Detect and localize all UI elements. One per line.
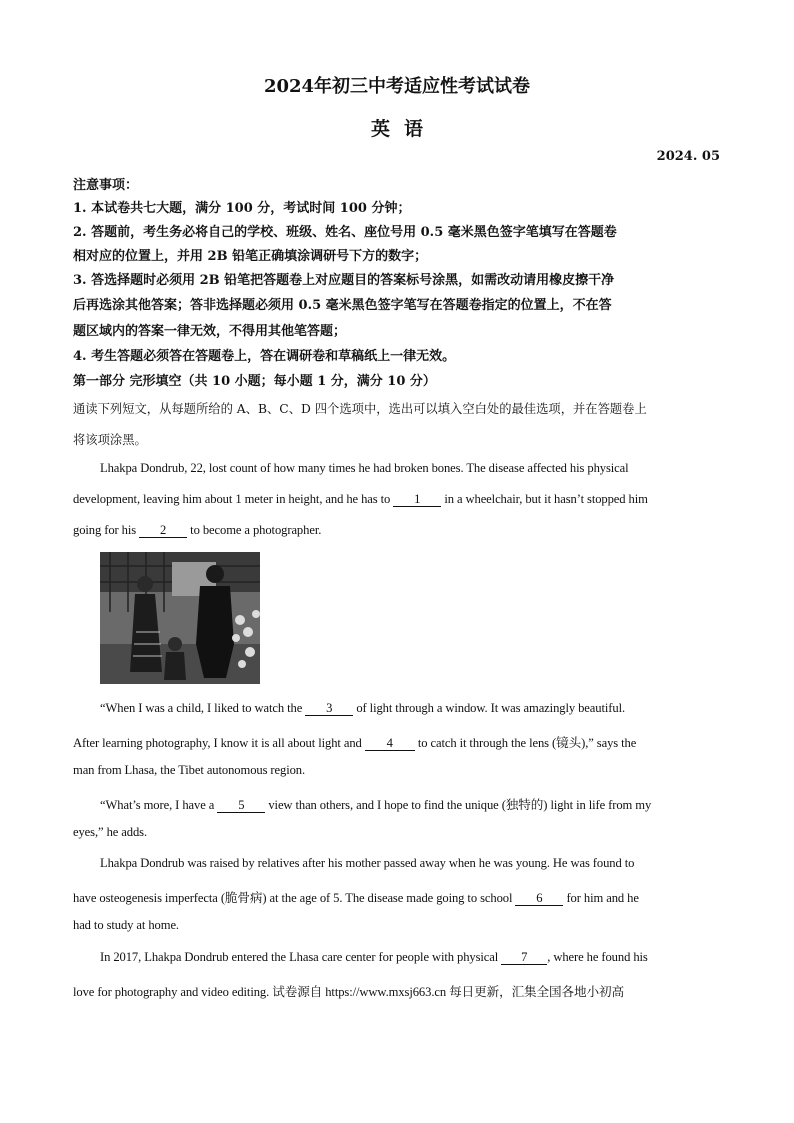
passage-text: for him and he [563, 891, 639, 905]
passage-text: “What’s more, I have a [100, 798, 218, 812]
notes-item-3-cont-2: 题区域内的答案一律无效，不得用其他笔答题； [73, 324, 347, 339]
family-photo [100, 552, 260, 684]
blank-2: 2 [139, 524, 187, 538]
blank-5: 5 [217, 799, 265, 813]
exam-title: 2024年初三中考适应性考试试卷 [263, 76, 531, 97]
blank-4: 4 [365, 737, 415, 751]
passage-text: have osteogenesis imperfecta (脆骨病) at the age of 5. The disease made going to school [73, 891, 516, 905]
notes-item-2-cont: 相对应的位置上，并用 2B 铅笔正确填涂调研号下方的数字； [73, 249, 428, 264]
passage-text: to become a photographer. [187, 523, 322, 537]
notes-item-2: 2. 答题前，考生务必将自己的学校、班级、姓名、座位号用 0.5 毫米黑色签字笔填写在答题卷 [73, 225, 617, 240]
passage-line [100, 950, 648, 965]
section-heading: 第一部分 完形填空（共 10 小题；每小题 1 分，满分 10 分） [73, 374, 436, 389]
notes-item-3-cont: 后再选涂其他答案；答非选择题必须用 0.5 毫米黑色签字笔写在答题卷指定的位置上，不在答 [73, 298, 612, 313]
passage-text: in a wheelchair, but it hasn’t stopped him [441, 492, 648, 506]
blank-3: 3 [305, 702, 353, 716]
notes-item-3: 3. 答选择题时必须用 2B 铅笔把答题卷上对应题目的答案标号涂黑，如需改动请用橡皮擦干净 [73, 273, 615, 288]
passage-line: eyes,” he adds. [73, 825, 148, 839]
section-instruction-cont: 将该项涂黑。 [73, 433, 147, 447]
passage-line [73, 732, 636, 751]
passage-text: of light through a window. It was amazingly beautiful. [353, 701, 626, 715]
passage-line: had to study at home. [73, 918, 179, 932]
passage-line: Lhakpa Dondrub was raised by relatives after his mother passed away when he was young. He was found to [100, 856, 635, 870]
passage-line [73, 523, 321, 538]
passage-line [73, 492, 648, 507]
blank-7: 7 [501, 951, 547, 965]
section-instruction: 通读下列短文，从每题所给的 A、B、C、D 四个选项中，选出可以填入空白处的最佳选项，并在答题卷上 [73, 402, 647, 416]
passage-line [100, 794, 651, 813]
exam-date: 2024. 05 [656, 149, 720, 164]
notes-item-1: 1. 本试卷共七大题，满分 100 分，考试时间 100 分钟； [73, 201, 411, 216]
passage-text: to catch it through the lens (镜头),” says the [414, 736, 637, 750]
notes-item-4: 4. 考生答题必须答在答题卷上，答在调研卷和草稿纸上一律无效。 [73, 349, 456, 364]
blank-6: 6 [515, 892, 563, 906]
passage-line: Lhakpa Dondrub, 22, lost count of how many times he had broken bones. The disease affected his physical [100, 461, 629, 475]
passage-text: development, leaving him about 1 meter in height, and he has to [73, 492, 394, 506]
blank-1: 1 [393, 493, 441, 507]
passage-line: love for photography and video editing. 试卷源自 https://www.mxsj663.cn 每日更新，汇集全国各地小初高 [73, 985, 625, 999]
passage-text: After learning photography, I know it is all about light and [73, 736, 365, 750]
passage-text: going for his [73, 523, 140, 537]
passage-line [100, 701, 625, 716]
passage-line: man from Lhasa, the Tibet autonomous region. [73, 763, 306, 777]
passage-line [73, 887, 639, 906]
notes-heading: 注意事项： [73, 178, 139, 193]
passage-text: view than others, and I hope to find the unique (独特的) light in life from my [265, 798, 652, 812]
passage-text: “When I was a child, I liked to watch the [100, 701, 306, 715]
passage-text: , where he found his [547, 950, 648, 964]
passage-text: In 2017, Lhakpa Dondrub entered the Lhasa care center for people with physical [100, 950, 502, 964]
subject-title: 英语 [370, 118, 437, 140]
